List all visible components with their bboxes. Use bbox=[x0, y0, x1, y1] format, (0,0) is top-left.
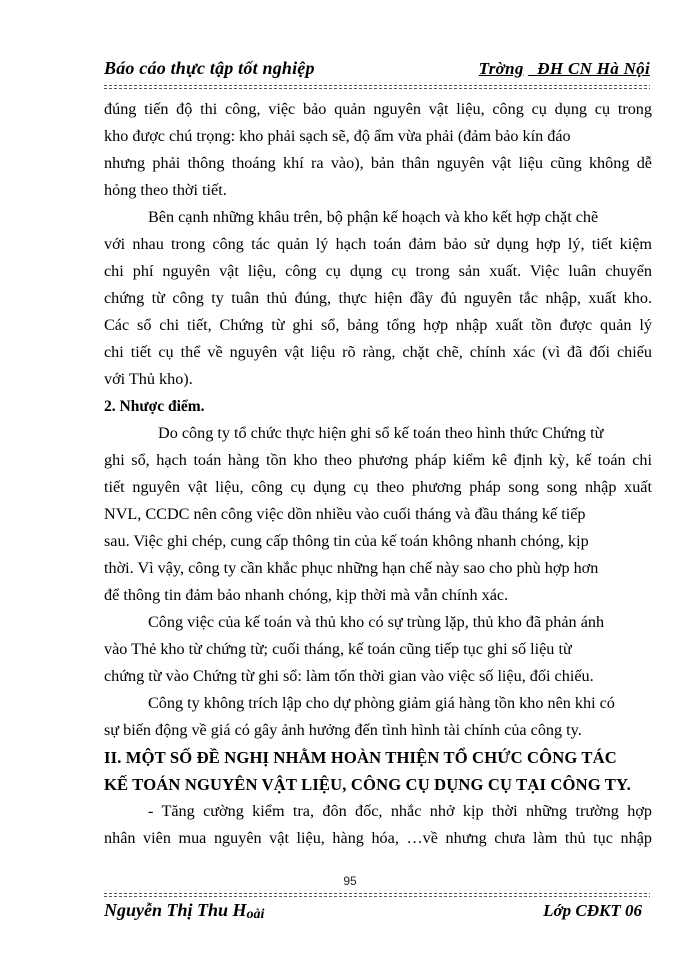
text-line: kho được chú trọng: kho phải sạch sẽ, độ ẩm vừa phải (đảm bảo kín đáo bbox=[104, 127, 571, 145]
paragraph-4 bbox=[104, 609, 652, 690]
heading-line: II. MỘT SỐ ĐỀ NGHỊ NHẰM HOÀN THIỆN TỔ CHỨC CÔNG TÁC bbox=[104, 748, 617, 767]
text-line: sau. Việc ghi chép, cung cấp thông tin của kế toán không nhanh chóng, kịp bbox=[104, 532, 589, 550]
text-line: nhưng phải thông thoáng khí ra vào), bản thân nguyên vật liệu cũng không dễ bbox=[104, 154, 652, 172]
text-line: để thông tin đảm bảo nhanh chóng, kịp thời mà vẫn chính xác. bbox=[104, 586, 509, 604]
text-line: Công việc của kế toán và thủ kho có sự trùng lặp, thủ kho đã phản ánh bbox=[148, 613, 605, 631]
text-line: Công ty không trích lập cho dự phòng giảm giá hàng tồn kho nên khi có bbox=[148, 694, 615, 712]
text-line: NVL, CCDC nên công việc dồn nhiều vào cuối tháng và đầu tháng kế tiếp bbox=[104, 505, 586, 523]
author-name-main: Nguyễn Thị Thu H bbox=[104, 900, 247, 920]
page-number: 95 bbox=[343, 874, 357, 888]
text-line: thời. Vì vậy, công ty cần khắc phục những hạn chế này sao cho phù hợp hơn bbox=[104, 559, 599, 577]
paragraph-2 bbox=[104, 204, 652, 393]
text-line: Bên cạnh những khâu trên, bộ phận kế hoạch và kho kết hợp chặt chẽ bbox=[148, 208, 599, 226]
section-heading-weaknesses: 2. Nhược điểm. bbox=[104, 398, 205, 415]
paragraph-3 bbox=[104, 420, 652, 609]
section-heading-recommendations bbox=[104, 744, 652, 798]
report-title: Báo cáo thực tập tốt nghiệp bbox=[104, 58, 315, 78]
text-line: - Tăng cường kiểm tra, đôn đốc, nhắc nhở kịp thời những trường hợp bbox=[148, 802, 652, 820]
header-rule bbox=[104, 85, 650, 89]
class-label: Lớp CĐKT 06 bbox=[543, 901, 642, 920]
text-line: với nhau trong công tác quản lý hạch toán đảm bảo sử dụng hợp lý, tiết kiệm bbox=[104, 235, 652, 253]
author-name-tail: oài bbox=[246, 907, 265, 922]
text-line: vào Thẻ kho từ chứng từ; cuối tháng, kế toán cũng tiếp tục ghi số liệu từ bbox=[104, 640, 572, 658]
school-name bbox=[479, 59, 650, 79]
author-name bbox=[104, 900, 264, 921]
heading-line: KẾ TOÁN NGUYÊN VẬT LIỆU, CÔNG CỤ DỤNG CỤ TẠI CÔNG TY. bbox=[104, 775, 631, 794]
text-line: ghi sổ, hạch toán hàng tồn kho theo phương pháp kiểm kê định kỳ, kế toán chi bbox=[104, 451, 652, 469]
text-line: Do công ty tổ chức thực hiện ghi sổ kế toán theo hình thức Chứng từ bbox=[158, 424, 604, 442]
text-line: chi tiết cụ thể về nguyên vật liệu rõ ràng, chặt chẽ, chính xác (vì đã đối chiếu bbox=[104, 343, 652, 361]
text-line: chứng từ vào Chứng từ ghi sổ: làm tốn thời gian vào việc số liệu, đối chiếu. bbox=[104, 667, 594, 685]
text-line: chứng từ công ty tuân thủ đúng, thực hiện đầy đủ nguyên tắc nhập, xuất kho. bbox=[104, 289, 652, 307]
text-line: chi phí nguyên vật liệu, công cụ dụng cụ trong sản xuất. Việc luân chuyển bbox=[104, 262, 652, 280]
document-body bbox=[104, 96, 652, 852]
school-name-part1: Trờng bbox=[478, 59, 524, 78]
text-line: Các sổ chi tiết, Chứng từ ghi sổ, bảng tổng hợp nhập xuất tồn được quản lý bbox=[104, 316, 652, 334]
page-header bbox=[104, 58, 650, 84]
text-line: sự biến động về giá có gây ảnh hưởng đến tình hình tài chính của công ty. bbox=[104, 721, 582, 739]
text-line: hỏng theo thời tiết. bbox=[104, 181, 227, 199]
paragraph-5 bbox=[104, 690, 652, 744]
paragraph-1 bbox=[104, 96, 652, 204]
text-line: tiết nguyên vật liệu, công cụ dụng cụ theo phương pháp song song nhập xuất bbox=[104, 478, 652, 496]
school-name-spacer bbox=[528, 59, 537, 78]
paragraph-6 bbox=[104, 798, 652, 852]
school-name-part2: ĐH CN Hà Nội bbox=[537, 59, 650, 78]
text-line: với Thủ kho). bbox=[104, 370, 193, 388]
text-line: nhân viên mua nguyên vật liệu, hàng hóa, …về nhưng chưa làm thủ tục nhập bbox=[104, 829, 652, 847]
footer-rule bbox=[104, 893, 650, 897]
text-line: đúng tiến độ thi công, việc bảo quản nguyên vật liệu, công cụ dụng cụ trong bbox=[104, 100, 652, 118]
